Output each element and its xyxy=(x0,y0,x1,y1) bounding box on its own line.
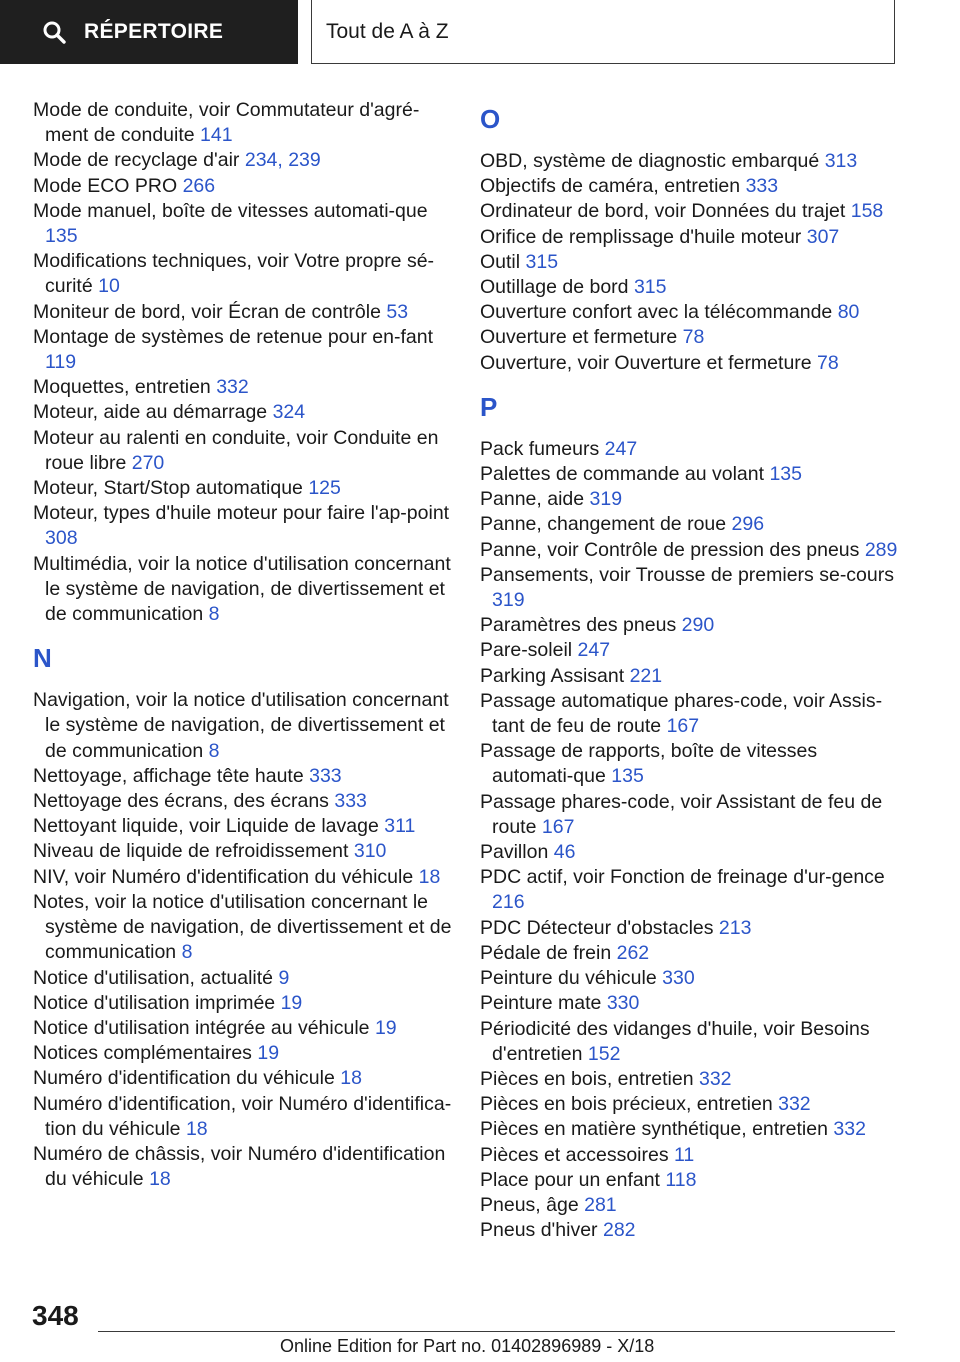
index-entry xyxy=(33,890,453,966)
index-section-letter: P xyxy=(480,391,498,422)
page-reference-link[interactable]: 307 xyxy=(806,225,840,248)
index-entry-term: Panne, changement de roue xyxy=(480,513,727,536)
index-entry xyxy=(33,426,453,476)
page-reference-link[interactable]: 8 xyxy=(181,941,193,964)
index-entry-term: Panne, voir Contrôle de pression des pneus xyxy=(480,538,860,561)
index-entry-term: Parking Assisant xyxy=(480,664,625,687)
index-entry xyxy=(480,199,900,224)
footer-divider xyxy=(98,1331,895,1332)
index-entry xyxy=(480,613,900,638)
page-reference-link[interactable]: 78 xyxy=(682,326,705,349)
page-reference-link[interactable]: 270 xyxy=(131,451,165,474)
page-reference-link[interactable]: 135 xyxy=(45,225,78,248)
index-entry-term: Pièces en bois précieux, entretien xyxy=(480,1093,773,1116)
index-entry xyxy=(33,1016,453,1041)
page-reference-link[interactable]: 247 xyxy=(577,639,611,662)
page-reference-link[interactable]: 8 xyxy=(208,603,220,626)
page-reference-link[interactable]: 53 xyxy=(386,300,409,323)
page-reference-link[interactable]: 319 xyxy=(492,589,525,612)
index-entry-term: Moteur, aide au démarrage xyxy=(33,401,268,424)
index-entry xyxy=(480,1067,900,1092)
page-reference-link[interactable]: 167 xyxy=(541,815,575,838)
index-entry-term: Numéro d'identification, voir Numéro d'identifica‐tion du véhicule xyxy=(33,1092,452,1140)
index-entry-term: Nettoyage des écrans, des écrans xyxy=(33,790,329,813)
index-entry-term: Notice d'utilisation, actualité xyxy=(33,966,274,989)
index-entry-term: Peinture du véhicule xyxy=(480,967,657,990)
page-reference-link[interactable]: 262 xyxy=(616,941,650,964)
index-entry-term: Pièces en matière synthétique, entretien xyxy=(480,1118,828,1141)
index-entry-term: Moteur, Start/Stop automatique xyxy=(33,477,303,500)
page-reference-link[interactable]: 308 xyxy=(45,527,78,550)
page-reference-link[interactable]: 19 xyxy=(257,1042,280,1065)
index-entry xyxy=(480,966,900,991)
index-entry-term: Passage phares-code, voir Assistant de feu de route xyxy=(480,790,883,838)
page-reference-link[interactable]: 18 xyxy=(185,1117,208,1140)
index-entry xyxy=(480,149,900,174)
section-title: Tout de A à Z xyxy=(326,19,449,43)
index-entry xyxy=(480,351,900,376)
index-entry-term: Niveau de liquide de refroidissement xyxy=(33,840,349,863)
index-entry xyxy=(33,249,453,299)
page-reference-link[interactable]: 213 xyxy=(718,916,752,939)
index-entry-term: Passage automatique phares-code, voir Assis‐tant de feu de route xyxy=(480,689,883,738)
index-entry xyxy=(480,225,900,250)
index-entry-term: Pièces et accessoires xyxy=(480,1143,669,1166)
page-reference-link[interactable]: 330 xyxy=(662,967,695,990)
index-entry-term: Ouverture, voir Ouverture et fermeture xyxy=(480,351,812,374)
index-entry xyxy=(480,563,900,613)
index-entry xyxy=(33,1041,453,1066)
index-entry xyxy=(33,789,453,814)
index-entry xyxy=(480,689,900,739)
page-reference-link[interactable]: 324 xyxy=(272,401,306,424)
index-entry xyxy=(480,1092,900,1117)
index-entry xyxy=(480,538,900,563)
index-entry-term: Ordinateur de bord, voir Données du trajet xyxy=(480,200,846,223)
index-entry xyxy=(33,199,453,249)
section-title-box xyxy=(311,0,895,64)
page-reference-link[interactable]: 333 xyxy=(309,764,342,787)
page-reference-link[interactable]: 290 xyxy=(681,614,715,637)
page-reference-link[interactable]: 18 xyxy=(149,1168,171,1191)
index-entry-term: Pavillon xyxy=(480,841,549,864)
page-reference-link[interactable]: 247 xyxy=(604,437,638,460)
page-reference-link[interactable]: 281 xyxy=(584,1193,617,1216)
index-entry-term: Outillage de bord xyxy=(480,276,629,299)
index-entry xyxy=(480,1193,900,1218)
index-entry-term: Palettes de commande au volant xyxy=(480,463,765,486)
page-reference-link[interactable]: 315 xyxy=(633,276,667,299)
index-entry-term: Navigation, voir la notice d'utilisation concernant le système de navigation, de divertissement et de communication xyxy=(33,689,449,762)
page-reference-link[interactable]: 289 xyxy=(864,538,898,561)
index-entry xyxy=(480,325,900,350)
page-reference-link[interactable]: 118 xyxy=(665,1168,697,1191)
search-icon xyxy=(42,20,66,44)
page-number: 348 xyxy=(32,1300,79,1331)
page-reference-link[interactable]: 216 xyxy=(492,891,525,914)
index-entry xyxy=(33,300,453,325)
page-reference-link[interactable]: 152 xyxy=(587,1042,621,1065)
page-reference-link[interactable]: 332 xyxy=(833,1118,866,1141)
page-reference-link[interactable]: 319 xyxy=(589,488,623,511)
index-entry-term: Notices complémentaires xyxy=(33,1042,252,1065)
index-entry-term: Numéro de châssis, voir Numéro d'identification du véhicule xyxy=(33,1142,446,1191)
index-section-letter: N xyxy=(33,643,52,674)
index-section-letter: O xyxy=(480,104,501,134)
index-entry-term: Moteur au ralenti en conduite, voir Conduite en roue libre xyxy=(33,426,439,474)
index-entry-term: Pièces en bois, entretien xyxy=(480,1067,694,1090)
page-reference-link[interactable]: 19 xyxy=(374,1016,397,1039)
index-entry xyxy=(33,991,453,1016)
page-reference-link[interactable]: 125 xyxy=(308,477,341,500)
index-entry-term: PDC actif, voir Fonction de freinage d'ur‐gence xyxy=(480,866,885,889)
index-entry-term: Périodicité des vidanges d'huile, voir Besoins d'entretien xyxy=(480,1017,870,1065)
index-entry-term: Ouverture et fermeture xyxy=(480,326,678,349)
index-entry xyxy=(33,1092,453,1142)
index-entry xyxy=(480,1117,900,1142)
index-entry xyxy=(480,512,900,537)
index-entry xyxy=(33,501,453,551)
index-entry xyxy=(33,764,453,789)
page-reference-link[interactable]: 158 xyxy=(850,200,884,223)
index-entry xyxy=(480,1218,900,1243)
index-entry xyxy=(33,400,453,425)
index-entry-term: Passage de rapports, boîte de vitesses automati‐que xyxy=(480,740,818,788)
index-entry xyxy=(480,275,900,300)
index-entry xyxy=(33,966,453,991)
page-reference-link[interactable]: 282 xyxy=(602,1219,636,1242)
index-entry xyxy=(480,790,900,840)
index-entry-term: NIV, voir Numéro d'identification du véhicule xyxy=(33,865,414,888)
page-reference-link[interactable]: 141 xyxy=(200,124,233,147)
index-entry xyxy=(480,739,900,789)
index-entry-term: Peinture mate xyxy=(480,992,602,1015)
index-entry xyxy=(33,98,453,148)
directory-label: RÉPERTOIRE xyxy=(84,20,224,43)
page-reference-link[interactable]: 330 xyxy=(606,992,640,1015)
index-column-left xyxy=(33,98,453,1192)
page-reference-link[interactable]: 333 xyxy=(334,790,367,813)
index-entry-term: Panne, aide xyxy=(480,488,585,511)
index-column-right xyxy=(480,98,900,1243)
page-reference-link[interactable]: 332 xyxy=(698,1067,732,1090)
index-entry xyxy=(480,487,900,512)
index-entry xyxy=(480,664,900,689)
page-reference-link[interactable]: 313 xyxy=(824,150,858,172)
page-reference-link[interactable]: 46 xyxy=(553,841,576,864)
page-reference-link[interactable]: 119 xyxy=(45,351,77,374)
page-reference-link[interactable]: 11 xyxy=(674,1143,695,1166)
index-entry-term: Notice d'utilisation intégrée au véhicule xyxy=(33,1016,370,1039)
index-entry xyxy=(33,552,453,628)
index-entry-term: Multimédia, voir la notice d'utilisation concernant le système de navigation, de divertissement et de communication xyxy=(33,552,451,626)
page-reference-link[interactable]: 332 xyxy=(216,376,249,399)
index-entry xyxy=(33,839,453,864)
index-entry xyxy=(480,174,900,199)
page-reference-link[interactable]: 332 xyxy=(778,1093,811,1116)
page-reference-link[interactable]: 310 xyxy=(353,840,387,863)
index-entry xyxy=(33,1066,453,1091)
index-entry-term: Ouverture confort avec la télécommande xyxy=(480,301,833,324)
index-entry-term: Mode de recyclage d'air xyxy=(33,149,240,172)
index-entry xyxy=(480,638,900,663)
index-entry xyxy=(33,865,453,890)
index-entry-term: Orifice de remplissage d'huile moteur xyxy=(480,225,802,248)
index-entry-term: Outil xyxy=(480,250,521,273)
index-entry xyxy=(480,1017,900,1067)
index-entry xyxy=(480,991,900,1016)
page-reference-link[interactable]: 10 xyxy=(98,275,120,298)
page-reference-link[interactable]: 135 xyxy=(611,765,644,788)
index-entry-term: Pédale de frein xyxy=(480,941,612,964)
index-entry-term: Paramètres des pneus xyxy=(480,614,677,637)
index-entry-term: Pneus d'hiver xyxy=(480,1219,598,1242)
index-entry xyxy=(480,300,900,325)
page-reference-link[interactable]: 315 xyxy=(525,250,559,273)
index-entry-term: Montage de systèmes de retenue pour en‐fant xyxy=(33,325,433,348)
page-reference-link[interactable]: 234, 239 xyxy=(244,149,321,172)
page-reference-link[interactable]: 266 xyxy=(182,174,216,197)
index-entry xyxy=(33,1142,453,1192)
index-entry-term: Place pour un enfant xyxy=(480,1168,660,1191)
index-entry-term: Notes, voir la notice d'utilisation concernant le système de navigation, de divertissement et de communication xyxy=(33,890,452,964)
index-entry-term: Pneus, âge xyxy=(480,1193,579,1216)
index-entry xyxy=(480,865,900,915)
index-entry xyxy=(480,840,900,865)
page-reference-link[interactable]: 78 xyxy=(817,351,839,374)
index-entry-term: Moniteur de bord, voir Écran de contrôle xyxy=(33,300,381,323)
index-entry-term: PDC Détecteur d'obstacles xyxy=(480,916,714,939)
index-entry xyxy=(33,148,453,173)
page-reference-link[interactable]: 8 xyxy=(208,739,220,762)
page-reference-link[interactable]: 311 xyxy=(384,815,416,838)
index-entry xyxy=(33,688,453,764)
page-reference-link[interactable]: 333 xyxy=(745,175,779,198)
directory-tab[interactable] xyxy=(0,0,298,64)
page-reference-link[interactable]: 18 xyxy=(418,865,441,888)
page-reference-link[interactable]: 80 xyxy=(837,301,860,324)
index-entry-term: Nettoyage, affichage tête haute xyxy=(33,764,304,787)
page-reference-link[interactable]: 221 xyxy=(629,664,663,687)
index-entry-term: Moteur, types d'huile moteur pour faire l'ap‐point xyxy=(33,502,450,525)
index-entry xyxy=(33,375,453,400)
index-entry-term: Moquettes, entretien xyxy=(33,376,211,399)
index-entry xyxy=(33,476,453,501)
page-reference-link[interactable]: 19 xyxy=(280,991,303,1014)
index-entry-term: Nettoyant liquide, voir Liquide de lavage xyxy=(33,815,379,838)
index-entry xyxy=(480,1143,900,1168)
index-entry-term: Mode manuel, boîte de vitesses automati‐que xyxy=(33,199,428,222)
index-entry-term: Mode ECO PRO xyxy=(33,174,178,197)
page-reference-link[interactable]: 9 xyxy=(278,966,290,989)
index-entry-term: OBD, système de diagnostic embarqué xyxy=(480,150,820,172)
index-entry-term: Mode de conduite, voir Commutateur d'agré‐ment de conduite xyxy=(33,99,420,147)
index-entry xyxy=(480,462,900,487)
index-entry xyxy=(480,941,900,966)
page-reference-link[interactable]: 18 xyxy=(340,1067,362,1090)
index-entry-term: Modifications techniques, voir Votre propre sé‐curité xyxy=(33,250,435,298)
index-entry-term: Pack fumeurs xyxy=(480,437,600,460)
index-entry xyxy=(480,250,900,275)
index-entry xyxy=(480,1168,900,1193)
edition-footer: Online Edition for Part no. 01402896989 - X/18 xyxy=(280,1336,655,1356)
page-reference-link[interactable]: 296 xyxy=(731,513,765,536)
page-reference-link[interactable]: 135 xyxy=(769,463,802,486)
index-entry xyxy=(33,325,453,375)
index-entry-term: Objectifs de caméra, entretien xyxy=(480,175,741,198)
index-entry xyxy=(480,437,900,462)
index-entry xyxy=(480,916,900,941)
index-entry-term: Pansements, voir Trousse de premiers se‐cours xyxy=(480,563,894,586)
index-entry-term: Notice d'utilisation imprimée xyxy=(33,991,276,1014)
index-entry xyxy=(33,174,453,199)
index-entry xyxy=(33,814,453,839)
index-entry-term: Pare-soleil xyxy=(480,639,573,662)
page-reference-link[interactable]: 167 xyxy=(666,715,700,738)
index-entry-term: Numéro d'identification du véhicule xyxy=(33,1067,335,1090)
